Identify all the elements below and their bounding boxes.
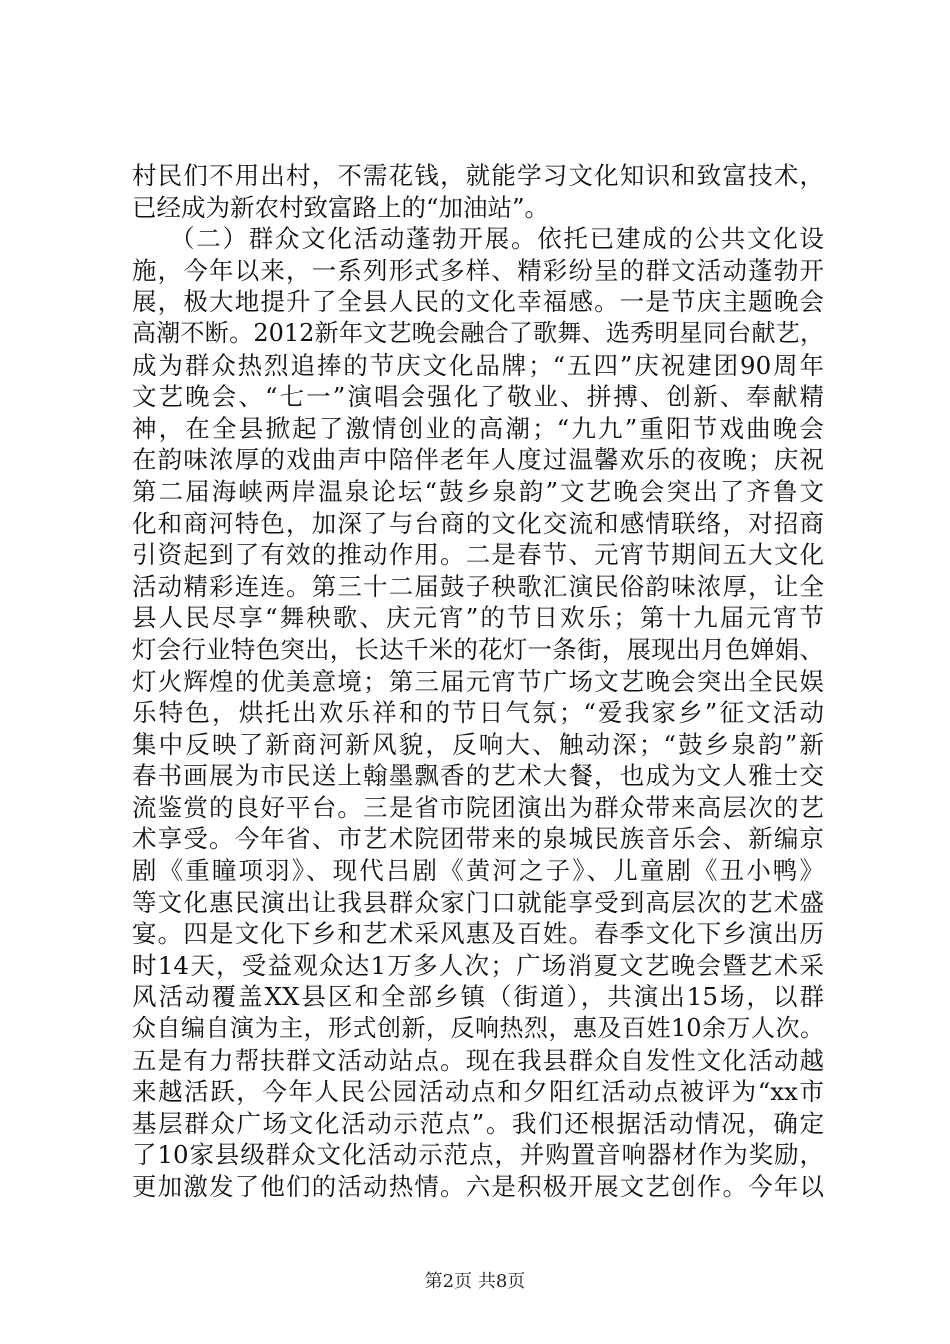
text-line: 灯会行业特色突出，长达千米的花灯一条街，展现出月色婵娟、 [132, 634, 824, 664]
text-line: 众自编自演为主，形式创新，反响热烈，惠及百姓10余万人次。 [132, 1014, 824, 1043]
text-line: 等文化惠民演出让我县群众家门口就能享受到高层次的艺术盛 [132, 887, 824, 917]
text-line: 高潮不断。2012新年文艺晚会融合了歌舞、选秀明星同台献艺， [132, 318, 824, 347]
text-line: 已经成为新农村致富路上的“加油站”。 [132, 192, 550, 222]
paragraph-first-line: （二）群众文化活动蓬勃开展。依托已建成的公共文化设 [170, 224, 824, 254]
page-footer: 第2页 共8页 [424, 1271, 526, 1292]
text-line: 风活动覆盖XX县区和全部乡镇（街道），共演出15场，以群 [132, 982, 824, 1012]
text-line: 时14天，受益观众达1万多人次；广场消夏文艺晚会暨艺术采 [132, 950, 824, 980]
text-line: 灯火辉煌的优美意境；第三届元宵节广场文艺晚会突出全民娱 [132, 666, 824, 696]
text-line: 化和商河特色，加深了与台商的文化交流和感情联络，对招商 [132, 508, 824, 538]
text-line: 神，在全县掀起了激情创业的高潮；“九九”重阳节戏曲晚会 [132, 413, 824, 443]
text-line: 了10家县级群众文化活动示范点，并购置音响器材作为奖励， [132, 1140, 824, 1170]
text-line: 流鉴赏的良好平台。三是省市院团演出为群众带来高层次的艺 [132, 792, 824, 822]
text-line: 春书画展为市民送上翰墨飘香的艺术大餐，也成为文人雅士交 [132, 761, 824, 791]
text-line: 展，极大地提升了全县人民的文化幸福感。一是节庆主题晚会 [132, 287, 824, 317]
text-line: 引资起到了有效的推动作用。二是春节、元宵节期间五大文化 [132, 540, 824, 570]
text-line: 成为群众热烈追捧的节庆文化品牌；“五四”庆祝建团90周年 [132, 350, 824, 380]
text-line: 文艺晚会、“七一”演唱会强化了敬业、拼搏、创新、奉献精 [132, 382, 824, 412]
text-line: 在韵味浓厚的戏曲声中陪伴老年人度过温馨欢乐的夜晚；庆祝 [132, 445, 824, 475]
text-line: 施，今年以来，一系列形式多样、精彩纷呈的群文活动蓬勃开 [132, 255, 824, 285]
text-line: 术享受。今年省、市艺术院团带来的泉城民族音乐会、新编京 [132, 824, 824, 854]
text-line: 乐特色，烘托出欢乐祥和的节日气氛；“爱我家乡”征文活动 [132, 698, 824, 728]
text-line: 第二届海峡两岸温泉论坛“鼓乡泉韵”文艺晚会突出了齐鲁文 [132, 476, 824, 506]
text-line: 基层群众广场文化活动示范点”。我们还根据活动情况，确定 [132, 1108, 824, 1138]
text-line: 来越活跃，今年人民公园活动点和夕阳红活动点被评为“xx市 [132, 1077, 824, 1107]
text-line: 更加激发了他们的活动热情。六是积极开展文艺创作。今年以 [132, 1172, 824, 1201]
body-text [132, 160, 824, 1203]
text-line: 活动精彩连连。第三十二届鼓子秧歌汇演民俗韵味浓厚，让全 [132, 571, 824, 601]
text-line: 集中反映了新商河新风貌，反响大、触动深；“鼓乡泉韵”新 [132, 729, 824, 759]
text-line: 剧《重瞳项羽》、现代吕剧《黄河之子》、儿童剧《丑小鸭》 [132, 856, 824, 886]
text-line: 县人民尽享“舞秧歌、庆元宵”的节日欢乐；第十九届元宵节 [132, 603, 824, 633]
text-line: 宴。四是文化下乡和艺术采风惠及百姓。春季文化下乡演出历 [132, 919, 824, 949]
text-line: 五是有力帮扶群文活动站点。现在我县群众自发性文化活动越 [132, 1045, 824, 1075]
text-line: 村民们不用出村，不需花钱，就能学习文化知识和致富技术， [132, 161, 824, 190]
